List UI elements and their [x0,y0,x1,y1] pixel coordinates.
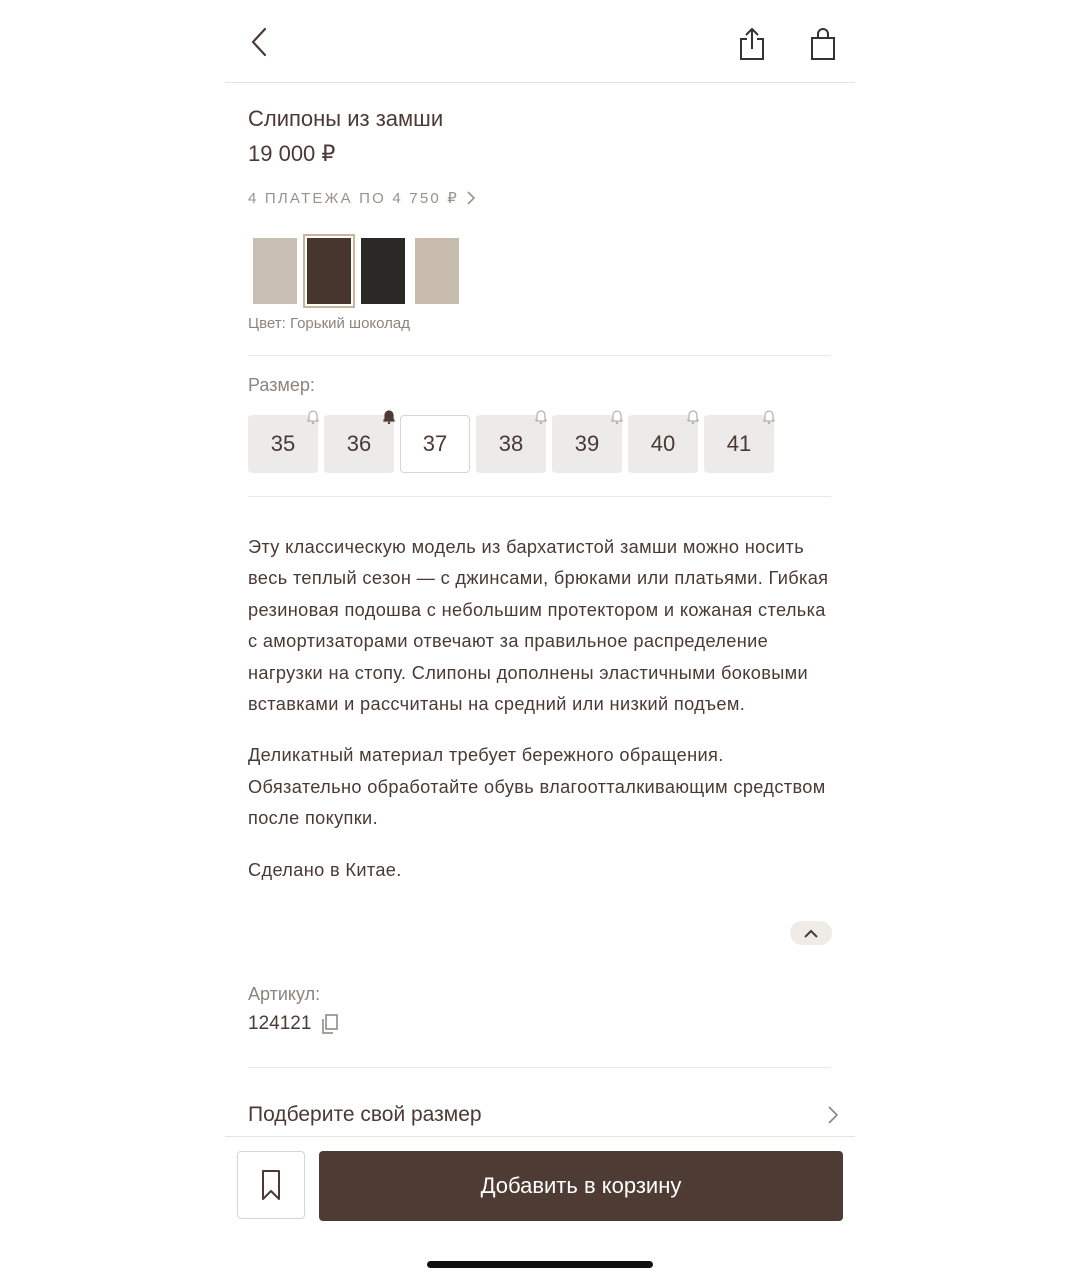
size-guide-label: Подберите свой размер [248,1103,482,1126]
size-value: 39 [574,431,600,456]
product-title: Слипоны из замши [248,106,444,131]
size-value: 37 [422,431,448,456]
bookmark-icon [261,1169,281,1201]
home-indicator[interactable] [427,1261,653,1268]
share-button[interactable] [730,22,774,66]
divider [248,496,831,497]
size-36[interactable] [324,415,394,473]
installments-label: 4 ПЛАТЕЖА ПО 4 750 ₽ [248,190,460,207]
size-37[interactable] [400,415,470,473]
size-41[interactable] [704,415,774,473]
size-value: 36 [346,431,372,456]
top-bar [225,0,855,83]
product-price: 19 000 ₽ [248,141,336,166]
installments-link[interactable] [248,189,475,207]
cart-button[interactable] [801,22,845,66]
size-value: 38 [498,431,524,456]
size-value: 40 [650,431,676,456]
product-description [248,532,838,906]
chevron-left-icon [249,26,269,58]
product-screen [225,0,855,1280]
description-paragraph: Деликатный материал требует бережного обращения. Обязательно обработайте обувь влагоотталкивающим средством после покупки. [248,745,826,829]
size-label: Размер: [248,375,315,395]
collapse-description-button[interactable] [790,921,832,945]
wishlist-button[interactable] [237,1151,305,1219]
chevron-right-icon [467,191,475,205]
swatch-dark-chocolate[interactable] [307,238,351,304]
bell-filled-icon [382,409,396,425]
article-label: Артикул: [248,984,321,1004]
swatch-black[interactable] [361,238,405,304]
divider [248,355,831,356]
size-value: 35 [270,431,296,456]
bell-icon [610,409,624,425]
size-35[interactable] [248,415,318,473]
article-value: 124121 [248,1013,312,1034]
color-label: Цвет: Горький шоколад [248,315,411,332]
bottom-action-bar [225,1136,855,1281]
swatch-light-beige[interactable] [253,238,297,304]
description-paragraph: Эту классическую модель из бархатистой замши можно носить весь теплый сезон — с джинсами, брюками или платьями. Гибкая резиновая подошва с небольшим протектором и кожаная стелька с амортизаторами отвечают за правильное распределение нагрузки на стопу. Слипоны дополнены эластичными боковыми вставками и рассчитаны на средний или низкий подъем. [248,537,829,715]
article-row [248,1013,339,1035]
divider [248,1067,831,1068]
copy-icon[interactable] [321,1014,339,1034]
bell-icon [762,409,776,425]
back-button[interactable] [239,20,279,64]
shopping-bag-icon [809,27,837,61]
size-39[interactable] [552,415,622,473]
size-guide-link[interactable] [248,1095,838,1135]
size-38[interactable] [476,415,546,473]
size-value: 41 [726,431,752,456]
bell-icon [534,409,548,425]
description-paragraph: Сделано в Китае. [248,859,402,880]
chevron-right-icon [828,1106,838,1124]
size-40[interactable] [628,415,698,473]
add-to-cart-button[interactable]: Добавить в корзину [319,1151,843,1221]
chevron-up-icon [804,929,818,938]
swatch-beige[interactable] [415,238,459,304]
bell-icon [686,409,700,425]
share-icon [738,27,766,61]
bell-icon [306,409,320,425]
